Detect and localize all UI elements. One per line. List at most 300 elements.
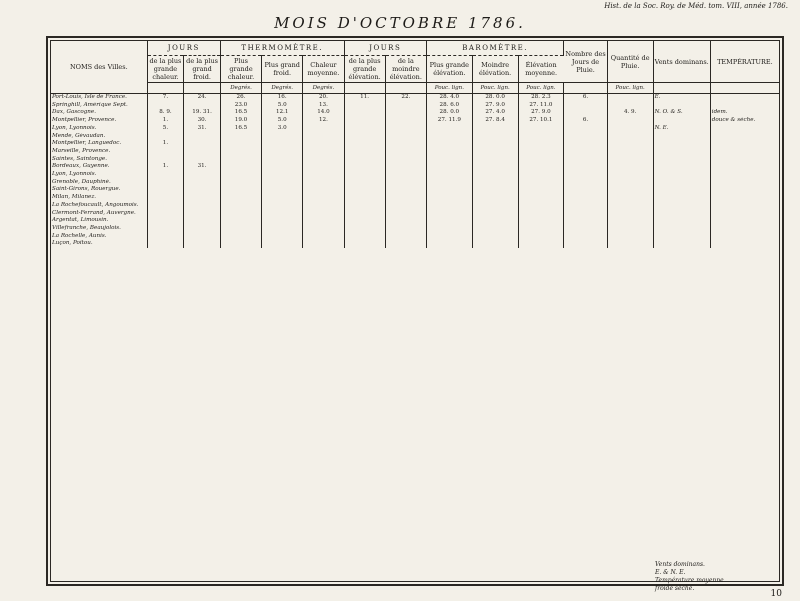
cell-bpg [426, 240, 472, 248]
cell-jge [344, 225, 385, 233]
cell-bem: 27. 11.0 [518, 102, 564, 110]
cell-vents [653, 186, 710, 194]
cell-temp [710, 233, 779, 241]
cell-vents [653, 148, 710, 156]
cell-qp: 4. 9. [607, 109, 653, 117]
cell-temp [710, 102, 779, 110]
cell-cm [303, 186, 344, 194]
cell-jme [385, 140, 426, 148]
cell-bem [518, 217, 564, 225]
cell-nj [564, 210, 607, 218]
col-baro-moyenne: Élévation moyenne. [518, 56, 564, 83]
cell-pgf [262, 148, 303, 156]
cell-pgf [262, 171, 303, 179]
cell-jf: 24. [184, 94, 221, 102]
cell-jme: 22. [385, 94, 426, 102]
cell-jc [147, 210, 184, 218]
cell-bem [518, 210, 564, 218]
cell-qp [607, 117, 653, 125]
cell-city: Marseille, Provence. [51, 148, 147, 156]
table-inner-frame [50, 40, 780, 582]
cell-bem: 27. 10.1 [518, 117, 564, 125]
cell-pgf [262, 225, 303, 233]
cell-jme [385, 217, 426, 225]
cell-jge [344, 194, 385, 202]
unit-degres-1: Degrés. [220, 83, 261, 94]
cell-bpg [426, 217, 472, 225]
cell-temp [710, 179, 779, 187]
cell-bpg [426, 186, 472, 194]
cell-pgc [220, 133, 261, 141]
col-group-barometre: BAROMÈTRE. [426, 41, 563, 56]
cell-vents [653, 233, 710, 241]
cell-pgc [220, 148, 261, 156]
cell-pgc [220, 186, 261, 194]
cell-jme [385, 109, 426, 117]
table-row [51, 125, 779, 133]
cell-temp [710, 133, 779, 141]
cell-city: Luçon, Poitou. [51, 240, 147, 248]
cell-jge [344, 240, 385, 248]
cell-vents [653, 171, 710, 179]
cell-bpg [426, 179, 472, 187]
cell-pgf [262, 133, 303, 141]
cell-cm: 12. [303, 117, 344, 125]
cell-jge [344, 186, 385, 194]
cell-qp [607, 225, 653, 233]
cell-bem [518, 225, 564, 233]
cell-bpg: 28. 0.0 [426, 109, 472, 117]
cell-jc [147, 156, 184, 164]
cell-jf [184, 217, 221, 225]
cell-temp [710, 217, 779, 225]
cell-jf [184, 133, 221, 141]
cell-jc: 1. [147, 117, 184, 125]
cell-jc: 1. [147, 140, 184, 148]
cell-city: Montpellier, Provence. [51, 117, 147, 125]
col-group-jours-2: JOURS [344, 41, 426, 56]
cell-bem: 27. 9.0 [518, 109, 564, 117]
col-jours-moindre-elev: de la moindre élévation. [385, 56, 426, 83]
unit-blank-7 [710, 83, 779, 94]
cell-bpg [426, 171, 472, 179]
cell-pgc [220, 240, 261, 248]
col-group-thermometre: THERMOMÈTRE. [220, 41, 344, 56]
cell-jc [147, 171, 184, 179]
cell-city: La Rochelle, Aunis. [51, 233, 147, 241]
cell-jf [184, 233, 221, 241]
cell-jc: 8. 9. [147, 109, 184, 117]
cell-bme: 27. 4.0 [472, 109, 518, 117]
col-jours-froid: de la plus grand froid. [184, 56, 221, 83]
cell-jge [344, 133, 385, 141]
cell-nj [564, 133, 607, 141]
cell-bem [518, 148, 564, 156]
cell-cm [303, 156, 344, 164]
cell-cm: 20. [303, 94, 344, 102]
note-line-3: Température moyenne [655, 577, 724, 584]
table-row [51, 109, 779, 117]
table-frame [46, 36, 784, 586]
cell-jf [184, 240, 221, 248]
cell-bpg [426, 125, 472, 133]
cell-jf: 19. 31. [184, 109, 221, 117]
col-baro-moindre: Moindre élévation. [472, 56, 518, 83]
cell-cm [303, 148, 344, 156]
note-line-2: E. & N. E. [655, 569, 686, 576]
col-temperature: TEMPÉRATURE. [710, 41, 779, 83]
cell-bem [518, 171, 564, 179]
table-row [51, 140, 779, 148]
cell-jge: 11. [344, 94, 385, 102]
cell-nj [564, 186, 607, 194]
cell-bme [472, 133, 518, 141]
cell-nj [564, 148, 607, 156]
cell-qp [607, 186, 653, 194]
cell-pgc: 19.0 [220, 117, 261, 125]
cell-jc [147, 148, 184, 156]
cell-pgc: 23.0 [220, 102, 261, 110]
cell-qp [607, 140, 653, 148]
cell-qp [607, 210, 653, 218]
cell-jme [385, 179, 426, 187]
cell-bpg [426, 133, 472, 141]
col-vents: Vents dominans. [653, 41, 710, 83]
cell-qp [607, 133, 653, 141]
cell-nj [564, 240, 607, 248]
cell-bem [518, 186, 564, 194]
cell-nj [564, 179, 607, 187]
cell-qp [607, 102, 653, 110]
table-row [51, 133, 779, 141]
cell-bpg: 27. 11.9 [426, 117, 472, 125]
cell-nj [564, 109, 607, 117]
cell-jme [385, 210, 426, 218]
cell-jf [184, 102, 221, 110]
cell-nj [564, 202, 607, 210]
cell-bme [472, 210, 518, 218]
cell-city: Milan, Milanez. [51, 194, 147, 202]
cell-pgf [262, 210, 303, 218]
cell-qp [607, 94, 653, 102]
table-row [51, 179, 779, 187]
cell-pgc: 16.5 [220, 125, 261, 133]
cell-vents [653, 202, 710, 210]
cell-qp [607, 163, 653, 171]
cell-temp [710, 156, 779, 164]
cell-jme [385, 125, 426, 133]
cell-bpg [426, 194, 472, 202]
cell-bme [472, 179, 518, 187]
cell-vents [653, 117, 710, 125]
cell-jf [184, 202, 221, 210]
cell-jf [184, 148, 221, 156]
cell-bpg [426, 156, 472, 164]
cell-pgc [220, 163, 261, 171]
cell-jc: 1. [147, 163, 184, 171]
note-line-1: Vents dominans. [655, 561, 705, 568]
cell-jge [344, 156, 385, 164]
cell-jc [147, 202, 184, 210]
cell-pgf: 5.0 [262, 117, 303, 125]
cell-vents [653, 240, 710, 248]
cell-jge [344, 202, 385, 210]
cell-pgc: 16.5 [220, 109, 261, 117]
cell-qp [607, 156, 653, 164]
cell-jme [385, 171, 426, 179]
cell-vents [653, 210, 710, 218]
note-line-4: froide sèche. [655, 585, 695, 592]
cell-jf [184, 140, 221, 148]
cell-city: Lyon, Lyonnois. [51, 171, 147, 179]
cell-bme [472, 217, 518, 225]
cell-temp: idem. [711, 109, 728, 116]
cell-city: Bordeaux, Guyenne. [51, 163, 147, 171]
cell-pgc [220, 194, 261, 202]
cell-pgc [220, 171, 261, 179]
cell-city: Argentat, Limousin. [51, 217, 147, 225]
cell-bme: 28. 0.0 [472, 94, 518, 102]
cell-pgf: 5.0 [262, 102, 303, 110]
cell-pgc [220, 217, 261, 225]
unit-blank-2 [184, 83, 221, 94]
cell-temp [710, 210, 779, 218]
cell-city: Mende, Gévaudan. [51, 133, 147, 141]
cell-city: Springhill, Amérique Sept. [51, 102, 147, 110]
cell-jge [344, 163, 385, 171]
cell-bpg: 28. 4.0 [426, 94, 472, 102]
cell-bme [472, 125, 518, 133]
cell-vents [653, 217, 710, 225]
table-row [51, 194, 779, 202]
cell-pgf [262, 233, 303, 241]
page-number: 10 [770, 589, 782, 599]
page-title: MOIS D'OCTOBRE 1786. [274, 14, 526, 32]
cell-cm [303, 133, 344, 141]
table-row [51, 117, 779, 125]
col-chaleur-moyenne: Chaleur moyenne. [303, 56, 344, 83]
cell-jme [385, 202, 426, 210]
cell-pgf [262, 163, 303, 171]
cell-cm [303, 202, 344, 210]
cell-pgf [262, 240, 303, 248]
cell-vents [653, 163, 710, 171]
cell-bme: 27. 9.0 [472, 102, 518, 110]
cell-temp [710, 140, 779, 148]
cell-jge [344, 179, 385, 187]
cell-vents [653, 194, 710, 202]
cell-bem [518, 156, 564, 164]
cell-bme [472, 171, 518, 179]
cell-temp [710, 194, 779, 202]
cell-jc [147, 194, 184, 202]
cell-jge [344, 233, 385, 241]
cell-city: Saintes, Saintonge. [51, 156, 147, 164]
cell-jc [147, 133, 184, 141]
cell-cm [303, 125, 344, 133]
cell-pgf [262, 179, 303, 187]
cell-jc [147, 233, 184, 241]
cell-cm [303, 240, 344, 248]
cell-bem [518, 179, 564, 187]
cell-city: Villefranche, Beaujolois. [51, 225, 147, 233]
cell-vents [653, 133, 710, 141]
cell-nj [564, 102, 607, 110]
cell-vents [653, 225, 710, 233]
cell-jc [147, 240, 184, 248]
table-row [51, 163, 779, 171]
cell-pgc: 26. [220, 94, 261, 102]
cell-pgc [220, 140, 261, 148]
col-jours-grande-elev: de la plus grande élévation. [344, 56, 385, 83]
table-row [51, 102, 779, 110]
cell-bpg [426, 210, 472, 218]
cell-nj: 6. [564, 117, 607, 125]
cell-bme [472, 202, 518, 210]
col-quantite-pluie: Quantité de Pluie. [607, 41, 653, 83]
cell-vents [653, 140, 710, 148]
cell-jge [344, 210, 385, 218]
cell-jf: 31. [184, 163, 221, 171]
cell-cm [303, 217, 344, 225]
cell-bpg: 28. 6.0 [426, 102, 472, 110]
cell-pgf [262, 140, 303, 148]
cell-nj [564, 225, 607, 233]
cell-bme [472, 233, 518, 241]
cell-bme [472, 156, 518, 164]
cell-pgf: 12.1 [262, 109, 303, 117]
cell-jme [385, 102, 426, 110]
unit-blank-4 [385, 83, 426, 94]
cell-bme [472, 148, 518, 156]
cell-jme [385, 148, 426, 156]
cell-qp [607, 171, 653, 179]
cell-bpg [426, 225, 472, 233]
cell-jge [344, 109, 385, 117]
cell-bem: 28. 2.3 [518, 94, 564, 102]
cell-bpg [426, 148, 472, 156]
unit-blank-6 [653, 83, 710, 94]
col-noms: NOMS des Villes. [51, 41, 147, 94]
cell-jme [385, 194, 426, 202]
cell-qp [607, 179, 653, 187]
cell-jf [184, 194, 221, 202]
cell-pgf [262, 202, 303, 210]
table-row [51, 225, 779, 233]
table-row [51, 217, 779, 225]
cell-city: Lyon, Lyonnois. [51, 125, 147, 133]
cell-bme [472, 163, 518, 171]
cell-jf [184, 210, 221, 218]
cell-nj [564, 140, 607, 148]
cell-pgc [220, 202, 261, 210]
cell-vents [653, 102, 710, 110]
cell-nj [564, 233, 607, 241]
cell-jge [344, 148, 385, 156]
cell-pgf: 3.0 [262, 125, 303, 133]
col-nombre-jours-pluie: Nombre des Jours de Pluie. [564, 41, 607, 83]
cell-jge [344, 117, 385, 125]
cell-city: Saint-Girons, Rouergue. [51, 186, 147, 194]
cell-temp [710, 163, 779, 171]
unit-degres-3: Degrés. [303, 83, 344, 94]
cell-cm [303, 194, 344, 202]
unit-blank-5 [564, 83, 607, 94]
cell-vents: E. [653, 94, 710, 102]
cell-bem [518, 125, 564, 133]
cell-jf [184, 225, 221, 233]
cell-qp [607, 233, 653, 241]
cell-jme [385, 163, 426, 171]
cell-nj [564, 194, 607, 202]
cell-jc [147, 186, 184, 194]
cell-temp [710, 186, 779, 194]
table-row [51, 156, 779, 164]
cell-qp [607, 194, 653, 202]
cell-jme [385, 233, 426, 241]
cell-cm: 14.0 [303, 109, 344, 117]
cell-pgc [220, 233, 261, 241]
cell-city: Clermont-Ferrand, Auvergne. [51, 210, 147, 218]
cell-jf: 31. [184, 125, 221, 133]
cell-jc [147, 217, 184, 225]
cell-jc [147, 225, 184, 233]
unit-pouc-1: Pouc. lign. [426, 83, 472, 94]
cell-jme [385, 240, 426, 248]
cell-bme [472, 140, 518, 148]
cell-temp [710, 202, 779, 210]
cell-qp [607, 125, 653, 133]
cell-jge [344, 217, 385, 225]
cell-temp [710, 225, 779, 233]
cell-city: La Rochefoucault, Angoumois. [51, 202, 147, 210]
running-head: Hist. de la Soc. Roy. de Méd. tom. VIII, année 1786. [604, 2, 788, 10]
cell-cm [303, 233, 344, 241]
col-plus-grande-chaleur: Plus grande chaleur. [220, 56, 261, 83]
cell-cm [303, 179, 344, 187]
cell-jf [184, 171, 221, 179]
cell-cm: 13. [303, 102, 344, 110]
cell-nj [564, 171, 607, 179]
cell-qp [607, 148, 653, 156]
unit-pouc-4: Pouc. lign. [607, 83, 653, 94]
table-row [51, 186, 779, 194]
table-row [51, 210, 779, 218]
cell-nj: 6. [564, 94, 607, 102]
table-row [51, 171, 779, 179]
cell-bpg [426, 163, 472, 171]
cell-temp [710, 148, 779, 156]
cell-jge [344, 125, 385, 133]
cell-bem [518, 133, 564, 141]
cell-bme [472, 240, 518, 248]
unit-blank-1 [147, 83, 184, 94]
cell-jf [184, 179, 221, 187]
cell-bem [518, 202, 564, 210]
cell-vents [653, 179, 710, 187]
cell-vents: N. O. & S. [653, 109, 710, 117]
weather-table [51, 41, 779, 248]
cell-bem [518, 163, 564, 171]
cell-pgc [220, 225, 261, 233]
cell-jme [385, 186, 426, 194]
cell-vents [653, 156, 710, 164]
cell-bme: 27. 8.4 [472, 117, 518, 125]
cell-jme [385, 117, 426, 125]
cell-nj [564, 163, 607, 171]
cell-jge [344, 140, 385, 148]
cell-cm [303, 210, 344, 218]
